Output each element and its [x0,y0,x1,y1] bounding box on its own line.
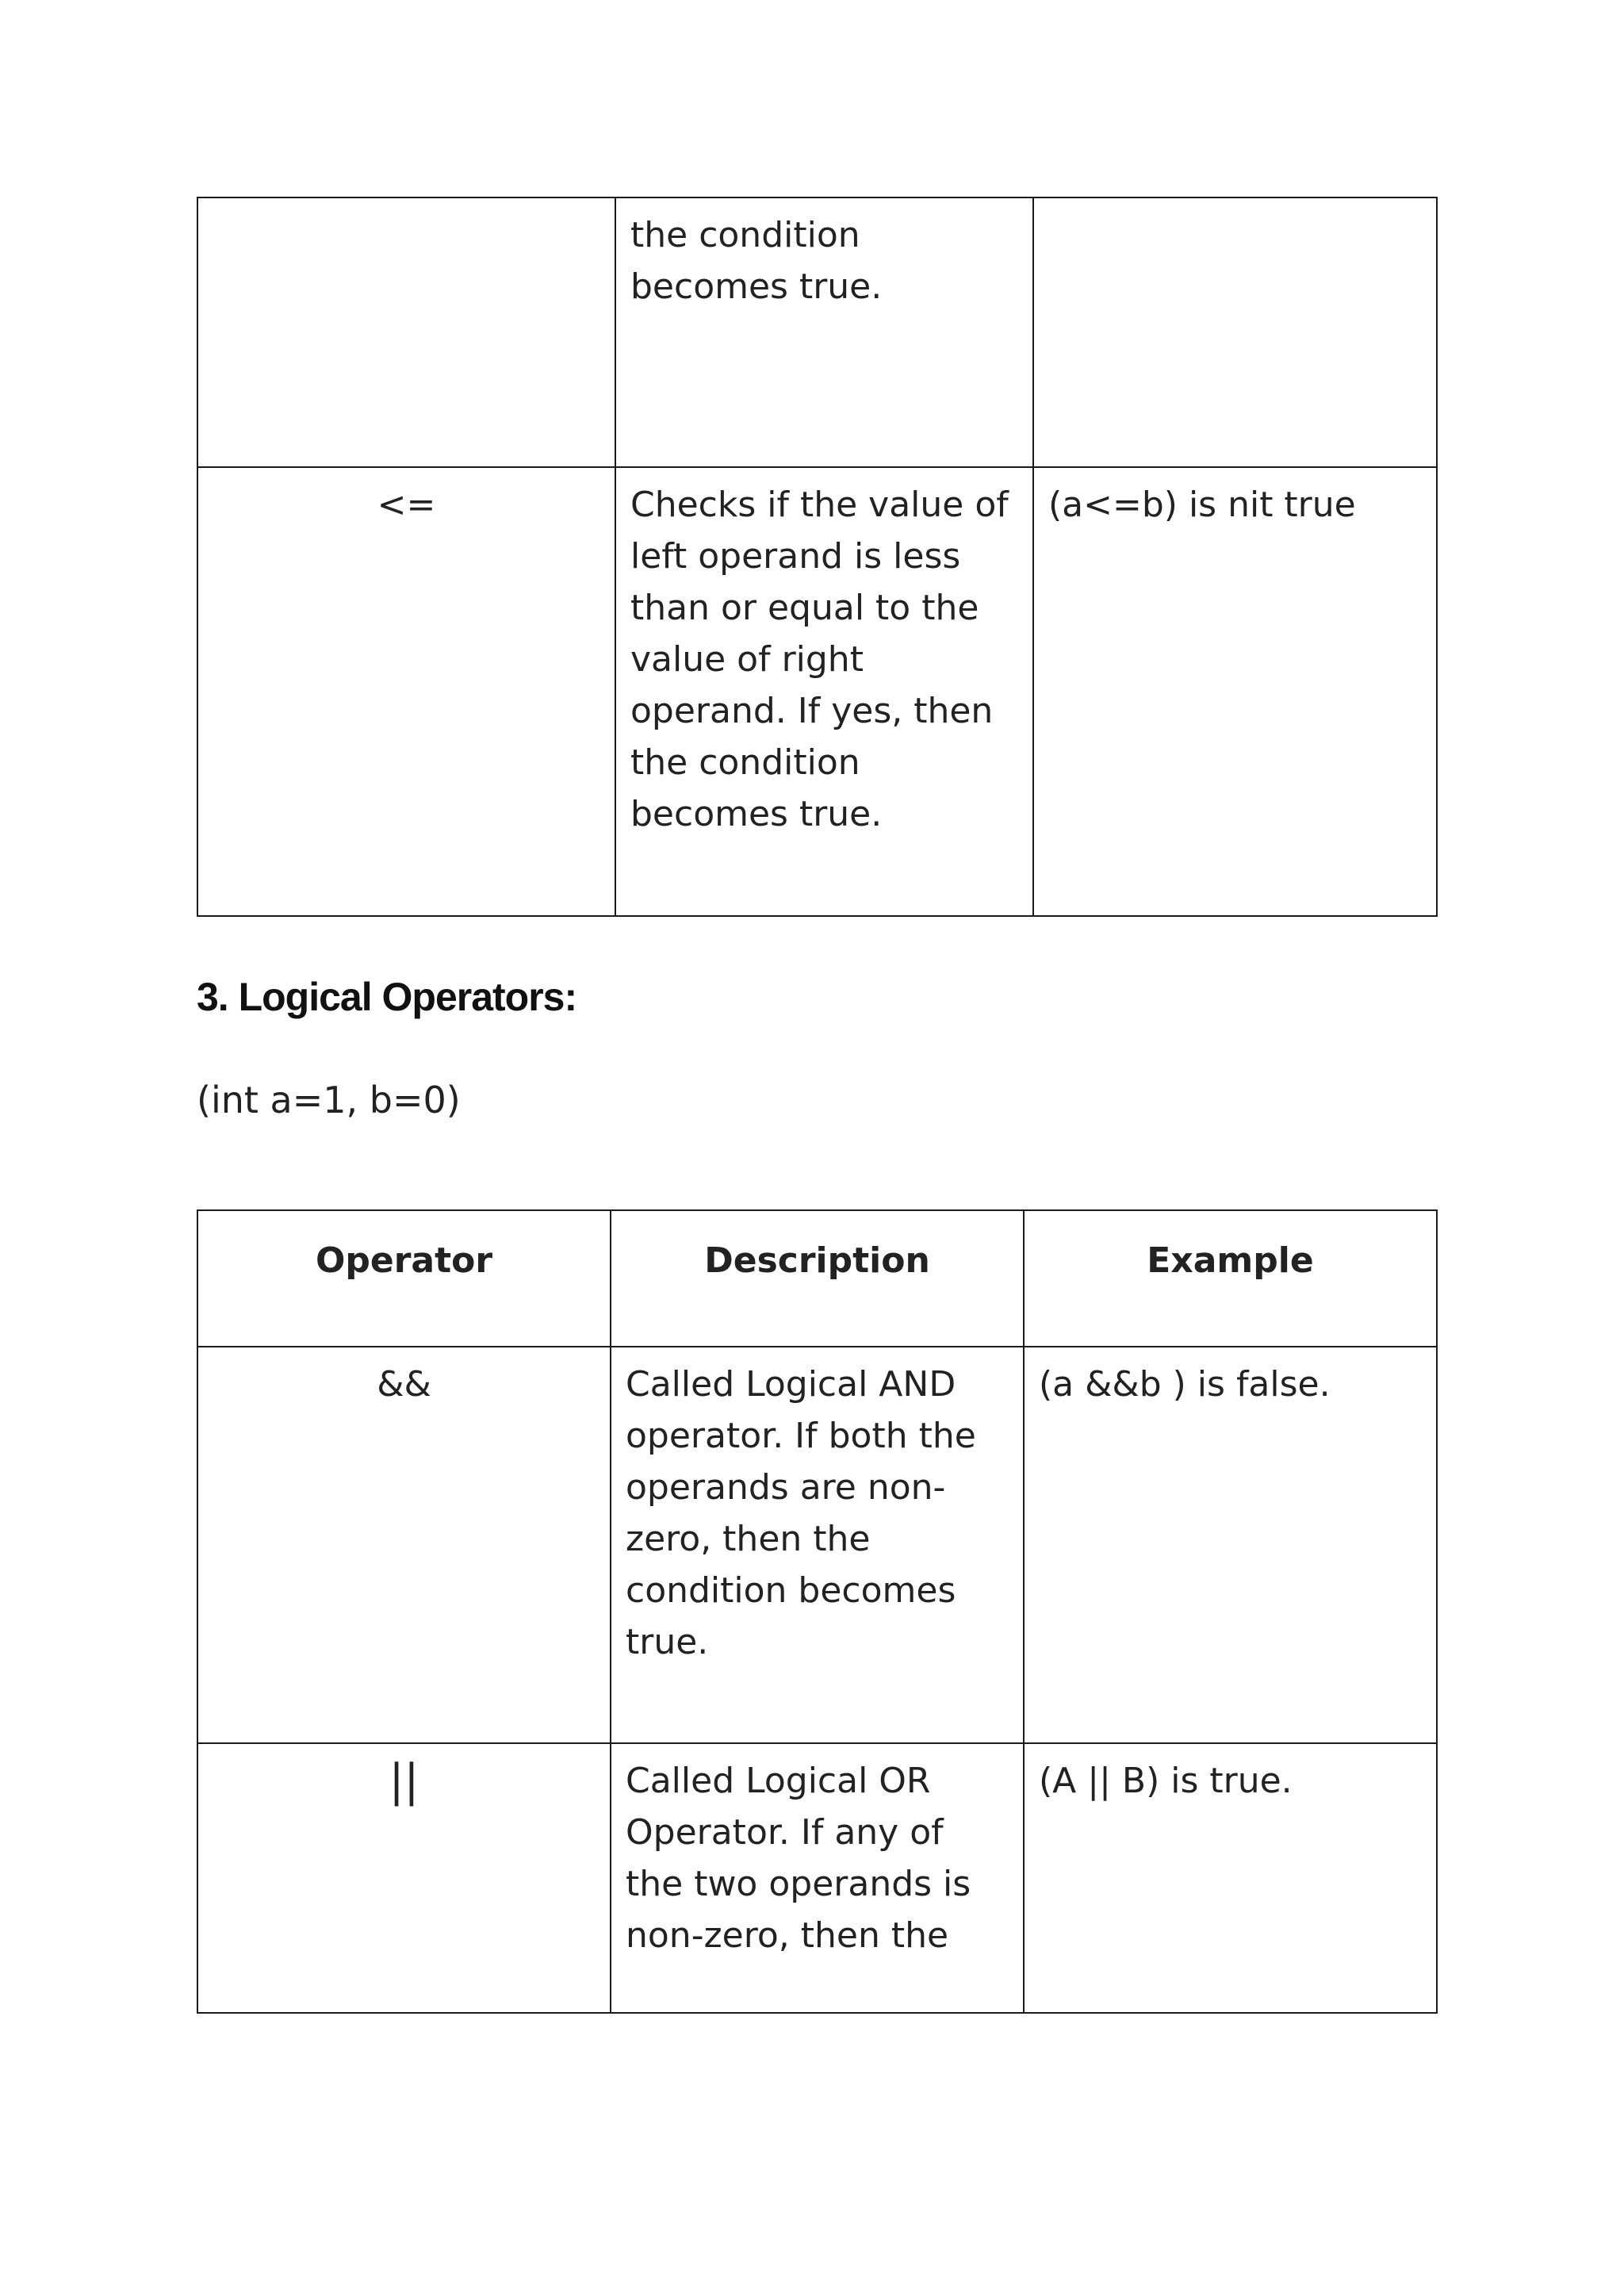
description-cell [611,1743,1024,2013]
table-row [197,467,1437,916]
description-text: Called Logical OR Operator. If any of the two operands is non-zero, then the [626,1761,971,1956]
description-cell [615,467,1033,916]
description-text: Checks if the value of left operand is less than or equal to the value of right operand. If yes, then the condition becomes true. [630,485,1009,834]
operator-cell [197,1347,611,1743]
column-header-example [1024,1210,1437,1347]
operator-text [198,198,615,209]
example-text: (a &&b ) is false. [1039,1364,1331,1405]
table-row [197,1347,1437,1743]
example-text: (a<=b) is nit true [1048,485,1356,525]
example-cell [1033,467,1437,916]
column-header-operator [197,1210,611,1347]
table-header-row [197,1210,1437,1347]
operator-text: || [389,1755,419,1807]
column-header-label: Example [1147,1240,1314,1281]
relational-operators-table-continued [197,197,1438,917]
example-cell [1024,1347,1437,1743]
operator-text: <= [377,485,436,525]
section-heading: 3. Logical Operators: [197,975,577,1019]
example-text [1034,198,1436,209]
table-row [197,197,1437,467]
example-cell [1033,197,1437,467]
operator-cell [197,1743,611,2013]
table-row [197,1743,1437,2013]
description-cell [615,197,1033,467]
column-header-description [611,1210,1024,1347]
logical-operators-table [197,1209,1438,2014]
operator-text: && [377,1364,431,1405]
column-header-label: Description [704,1240,930,1281]
example-cell [1024,1743,1437,2013]
description-cell [611,1347,1024,1743]
operator-cell [197,467,615,916]
column-header-label: Operator [315,1240,493,1281]
operator-cell [197,197,615,467]
example-text: (A || B) is true. [1039,1761,1293,1801]
description-text: Called Logical AND operator. If both the operands are non- zero, then the condition becomes true. [626,1364,976,1662]
description-text: the condition becomes true. [630,215,883,307]
variable-declaration: (int a=1, b=0) [197,1079,461,1121]
